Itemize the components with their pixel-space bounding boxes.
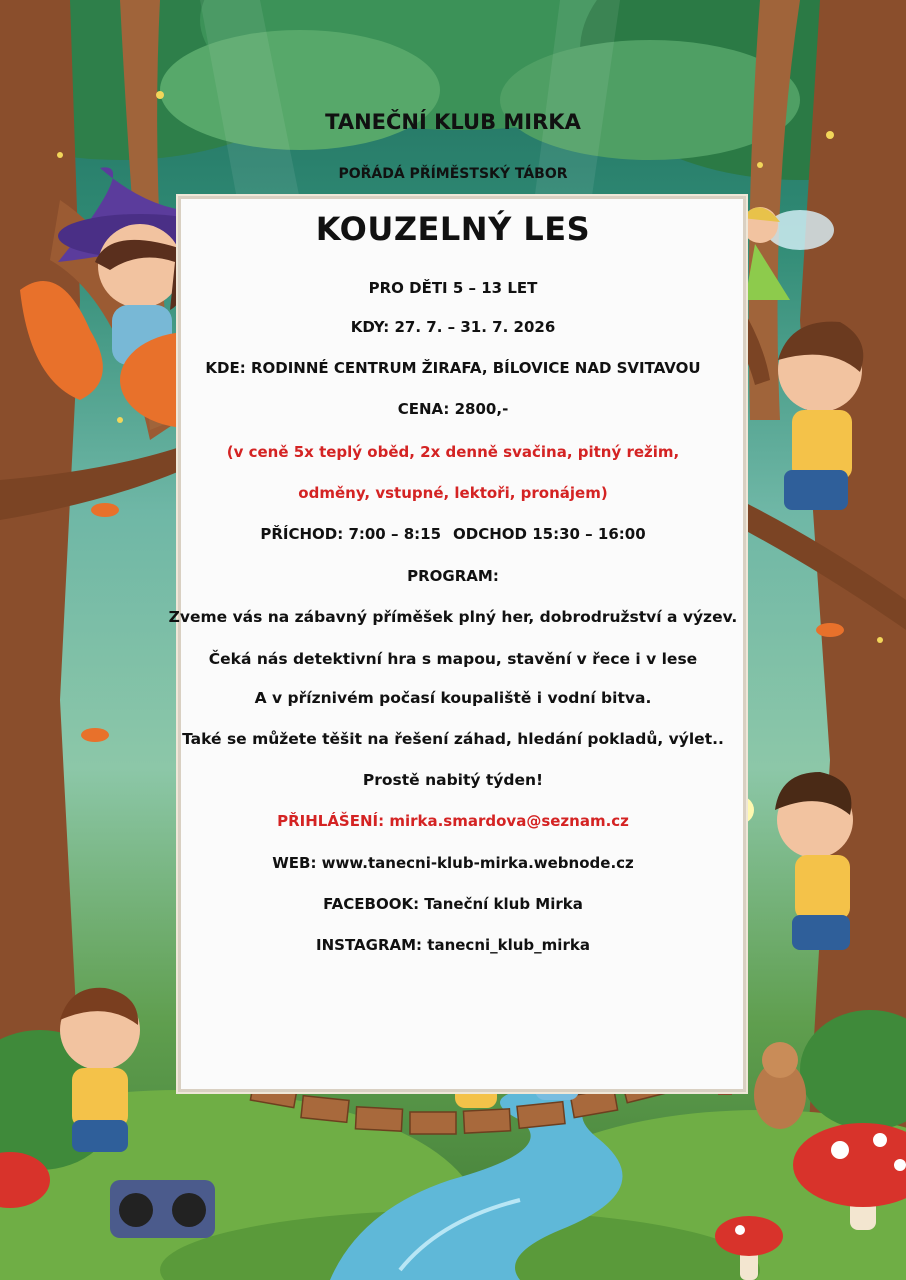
dates: KDY: 27. 7. – 31. 7. 2026 <box>350 318 556 336</box>
program-line: A v příznivém počasí koupaliště i vodní bitva. <box>254 689 652 707</box>
program-line: Také se můžete těšit na řešení záhad, hledání pokladů, výlet.. <box>182 730 724 748</box>
age-range: PRO DĚTI 5 – 13 LET <box>368 279 538 297</box>
instagram-link[interactable]: INSTAGRAM: tanecni_klub_mirka <box>316 936 590 954</box>
departure-time: ODCHOD 15:30 – 16:00 <box>453 525 646 543</box>
signup-label: PŘIHLÁŠENÍ: <box>277 812 385 830</box>
facebook-link[interactable]: FACEBOOK: Taneční klub Mirka <box>323 895 583 913</box>
signup <box>0 812 906 830</box>
price-includes-line-1: (v ceně 5x teplý oběd, 2x denně svačina, pitný režim, <box>226 443 680 461</box>
program-line: Prostě nabitý týden! <box>362 771 544 789</box>
arrival-departure <box>0 525 906 543</box>
program-heading: PROGRAM: <box>407 567 499 585</box>
club-name: TANEČNÍ KLUB MIRKA <box>325 110 581 134</box>
price-includes-line-2: odměny, vstupné, lektoři, pronájem) <box>298 484 608 502</box>
organizes-label: POŘÁDÁ PŘÍMĚSTSKÝ TÁBOR <box>338 166 568 182</box>
price: CENA: 2800,- <box>397 400 509 418</box>
location: KDE: RODINNÉ CENTRUM ŽIRAFA, BÍLOVICE NAD SVITAVOU <box>205 359 701 377</box>
arrival-time: PŘÍCHOD: 7:00 – 8:15 <box>260 525 442 543</box>
signup-email-link[interactable]: mirka.smardova@seznam.cz <box>389 812 629 830</box>
program-line: Zveme vás na zábavný příměšek plný her, dobrodružství a výzev. <box>168 608 738 626</box>
program-line: Čeká nás detektivní hra s mapou, stavění v řece i v lese <box>208 650 698 668</box>
camp-title: KOUZELNÝ LES <box>315 210 591 248</box>
web-link[interactable]: WEB: www.tanecni-klub-mirka.webnode.cz <box>272 854 634 872</box>
